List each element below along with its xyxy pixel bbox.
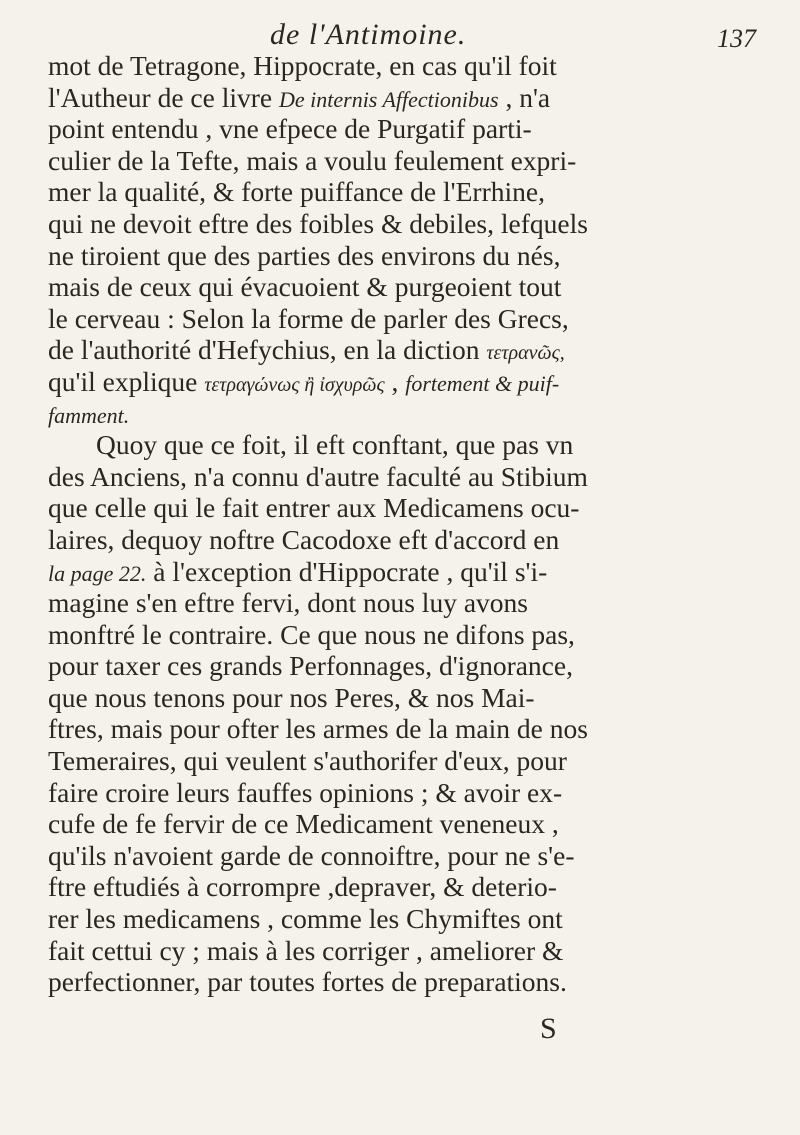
text-line (48, 461, 688, 493)
text-span: le cerveau : Selon la forme de parler des Grecs, (48, 302, 569, 334)
text-span: mais de ceux qui évacuoient & purgeoient tout (48, 271, 562, 303)
text-line (48, 871, 688, 903)
signature-mark: S (540, 1012, 557, 1045)
page-header (0, 14, 800, 54)
text-line (48, 808, 688, 840)
text-line (48, 429, 688, 461)
running-title: de l'Antimoine. (270, 18, 467, 51)
text-span: culier de la Tefte, mais a voulu feulement expri- (48, 144, 577, 176)
text-line (48, 271, 688, 303)
text-line (48, 650, 688, 682)
text-line (48, 682, 688, 714)
text-line (48, 745, 688, 777)
text-span: Temeraires, qui veulent s'authorifer d'eux, pour (48, 745, 567, 777)
text-span: que nous tenons pour nos Peres, & nos Mai- (48, 681, 535, 713)
text-line (48, 50, 688, 82)
emphasis-span: famment. (48, 402, 130, 428)
text-span: point entendu , vne efpece de Purgatif parti- (48, 113, 532, 145)
text-span: qui ne devoit eftre des foibles & debiles, lefquels (48, 207, 588, 239)
text-line (48, 398, 688, 430)
text-line (48, 524, 688, 556)
text-line (48, 777, 688, 809)
emphasis-span: τετρανῶς, (486, 342, 565, 365)
text-line (48, 303, 688, 335)
text-line (48, 208, 688, 240)
text-span: perfectionner, par toutes fortes de preparations. (48, 966, 567, 998)
emphasis-span: la page 22. (48, 560, 147, 586)
text-span: mer la qualité, & forte puiffance de l'Errhine, (48, 176, 545, 208)
text-span: , n'a (498, 81, 551, 113)
text-span: pour taxer ces grands Perfonnages, d'ignorance, (48, 650, 573, 682)
text-line (48, 82, 688, 114)
text-line (48, 556, 688, 588)
text-span: qu'il explique (48, 365, 205, 397)
text-span: ftres, mais pour ofter les armes de la main de nos (48, 713, 588, 745)
text-span: des Anciens, n'a connu d'autre faculté au Stibium (48, 460, 588, 492)
text-span: de l'authorité d'Hefychius, en la diction (48, 334, 487, 366)
text-span: à l'exception d'Hippocrate , qu'il s'i- (146, 555, 548, 587)
text-span: ne tiroient que des parties des environs du nés, (48, 239, 561, 271)
text-line (48, 334, 688, 366)
text-span: fait cettui cy ; mais à les corriger , ameliorer & (48, 934, 564, 966)
text-line (48, 145, 688, 177)
text-line (48, 113, 688, 145)
body-text (48, 50, 688, 998)
text-line (48, 587, 688, 619)
text-span: monftré le contraire. Ce que nous ne difons pas, (48, 618, 575, 650)
text-line (48, 176, 688, 208)
text-line (48, 966, 688, 998)
text-line (48, 366, 688, 398)
text-span: rer les medicamens , comme les Chymiftes ont (48, 903, 563, 935)
text-span: Quoy que ce foit, il eft conftant, que pas vn (96, 429, 574, 461)
emphasis-span: τετραγώνως ἢ ἰσχυρῶς (204, 373, 385, 396)
text-line (48, 240, 688, 272)
text-line (48, 840, 688, 872)
text-span: laires, dequoy noftre Cacodoxe eft d'accord en (48, 523, 560, 555)
text-span: , (384, 365, 406, 397)
text-line (48, 903, 688, 935)
text-span: qu'ils n'avoient garde de connoiftre, pour ne s'e- (48, 839, 575, 871)
text-line (48, 713, 688, 745)
emphasis-span: De internis Affectionibus (278, 86, 499, 112)
text-span: que celle qui le fait entrer aux Medicamens ocu- (48, 492, 580, 524)
text-line (48, 935, 688, 967)
text-span: cufe de fe fervir de ce Medicament veneneux , (48, 808, 559, 840)
text-span: l'Autheur de ce livre (48, 81, 279, 113)
text-span: magine s'en eftre fervi, dont nous luy avons (48, 587, 528, 619)
text-line (48, 492, 688, 524)
page-number: 137 (717, 24, 756, 53)
text-line (48, 619, 688, 651)
emphasis-span: fortement & puif- (405, 370, 560, 396)
paragraph (48, 429, 688, 998)
text-span: mot de Tetragone, Hippocrate, en cas qu'il foit (48, 50, 557, 81)
text-span: ftre eftudiés à corrompre ,depraver, & deterio- (48, 871, 557, 903)
paragraph (48, 50, 688, 429)
text-span: faire croire leurs fauffes opinions ; & avoir ex- (48, 776, 563, 808)
